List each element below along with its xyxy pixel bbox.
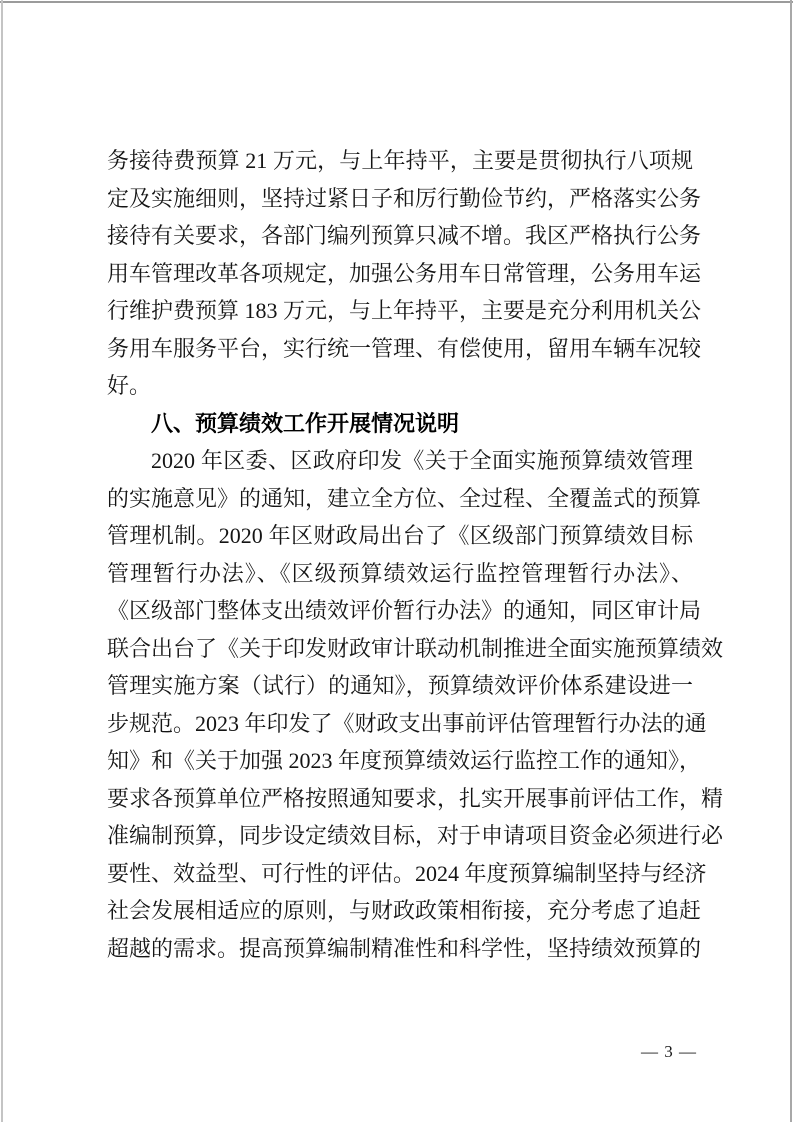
paragraph2-line: 超越的需求。提高预算编制精准性和科学性，坚持绩效预算的 (107, 935, 702, 961)
section-heading: 八、预算绩效工作开展情况说明 (151, 410, 460, 436)
paragraph2-line: 准编制预算，同步设定绩效目标，对于申请项目资金必须进行必 (107, 823, 724, 848)
paragraph2-line: 《区级部门整体支出绩效评价暂行办法》的通知，同区审计局 (107, 598, 702, 623)
paragraph1-line: 用车管理改革各项规定，加强公务用车日常管理，公务用车运 (107, 260, 702, 286)
paragraph1-line: 接待有关要求，各部门编列预算只减不增。我区严格执行公务 (107, 223, 702, 248)
paragraph2-line: 联合出台了《关于印发财政审计联动机制推进全面实施预算绩效 (107, 635, 724, 661)
paragraph2-line: 管理机制。2020 年区财政局出台了《区级部门预算绩效目标 (107, 523, 693, 548)
paragraph2-line: 知》和《关于加强 2023 年度预算绩效运行监控工作的通知》， (107, 748, 702, 773)
paragraph1-line: 好。 (107, 373, 152, 398)
paragraph2-line: 社会发展相适应的原则，与财政政策相衔接，充分考虑了追赶 (107, 898, 702, 923)
body-text (107, 142, 724, 967)
paragraph1-line: 务用车服务平台，实行统一管理、有偿使用，留用车辆车况较 (107, 335, 702, 361)
paragraph2-line: 要性、效益型、可行性的评估。2024 年度预算编制坚持与经济 (107, 860, 707, 886)
scan-edge-left (1, 0, 3, 1122)
paragraph1-line: 行维护费预算 183 万元，与上年持平，主要是充分利用机关公 (107, 298, 702, 323)
page-number: — 3 — (641, 1042, 697, 1061)
paragraph2-line: 步规范。2023 年印发了《财政支出事前评估管理暂行办法的通 (107, 710, 707, 736)
scan-edge-top (0, 1, 793, 3)
paragraph2-line: 2020 年区委、区政府印发《关于全面实施预算绩效管理 (151, 448, 693, 473)
scan-edge-right (790, 0, 792, 1122)
paragraph1-line: 务接待费预算 21 万元，与上年持平，主要是贯彻执行八项规 (107, 148, 693, 173)
paragraph2-line: 管理实施方案（试行）的通知》，预算绩效评价体系建设进一 (107, 673, 693, 698)
paragraph1-line: 定及实施细则，坚持过紧日子和厉行勤俭节约，严格落实公务 (107, 185, 702, 211)
paragraph2-line: 管理暂行办法》、《区级预算绩效运行监控管理暂行办法》、 (107, 560, 693, 586)
paragraph2-line: 要求各预算单位严格按照通知要求，扎实开展事前评估工作，精 (107, 785, 724, 811)
paragraph2-line: 的实施意见》的通知，建立全方位、全过程、全覆盖式的预算 (107, 485, 702, 511)
